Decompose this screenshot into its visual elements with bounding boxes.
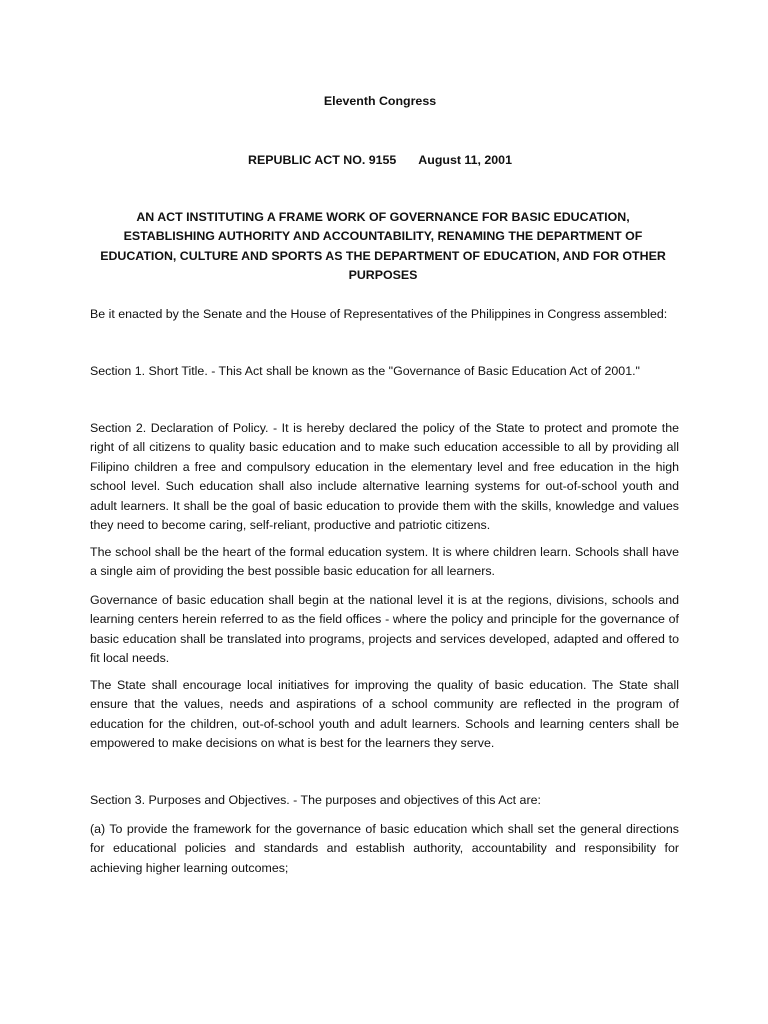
act-date: August 11, 2001 xyxy=(418,153,512,167)
act-title: AN ACT INSTITUTING A FRAME WORK OF GOVERNANCE FOR BASIC EDUCATION, ESTABLISHING AUTHORITY AND ACCOUNTABILITY, RENAMING THE DEPARTMENT OF EDUCATION, CULTURE AND SPORTS AS THE DEPARTMENT OF EDUCATION, AND FOR OTHER PURPOSES xyxy=(100,210,666,283)
section-1-short-title: Section 1. Short Title. - This Act shall be known as the "Governance of Basic Education Act of 2001." xyxy=(90,364,640,378)
section-2-paragraph-3: Governance of basic education shall begin at the national level it is at the regions, divisions, schools and learning centers herein referred to as the field offices - where the policy and principle for the governance of basic education shall be translated into programs, projects and services developed, adapted and offered to fit local needs. xyxy=(90,593,679,666)
enacting-clause: Be it enacted by the Senate and the House of Representatives of the Philippines in Congress assembled: xyxy=(90,307,668,321)
act-number: REPUBLIC ACT NO. 9155 xyxy=(248,153,397,167)
section-3-heading: Section 3. Purposes and Objectives. - The purposes and objectives of this Act are: xyxy=(90,793,541,807)
section-2-paragraph-4: The State shall encourage local initiatives for improving the quality of basic education. The State shall ensure that the values, needs and aspirations of a school community are reflected in the program of education for the children, out-of-school youth and adult learners. Schools and learning centers shall be empowered to make decisions on what is best for the learners they serve. xyxy=(90,678,679,751)
act-number-line xyxy=(70,151,690,170)
congress-heading: Eleventh Congress xyxy=(323,94,437,108)
section-2-paragraph-1: Section 2. Declaration of Policy. - It is hereby declared the policy of the State to protect and promote the right of all citizens to quality basic education and to make such education accessible to all by providing all Filipino children a free and compulsory education in the elementary level and free education in the high school level. Such education shall also include alternative learning systems for out-of-school youth and adult learners. It shall be the goal of basic education to provide them with the skills, knowledge and values they need to become caring, self-reliant, productive and patriotic citizens. xyxy=(90,421,679,533)
section-2-paragraph-2: The school shall be the heart of the formal education system. It is where children learn. Schools shall have a single aim of providing the best possible basic education for all learners. xyxy=(90,545,679,579)
section-3-item-a: (a) To provide the framework for the governance of basic education which shall set the general directions for educational policies and standards and establish authority, accountability and responsibility for achieving higher learning outcomes; xyxy=(90,822,679,875)
